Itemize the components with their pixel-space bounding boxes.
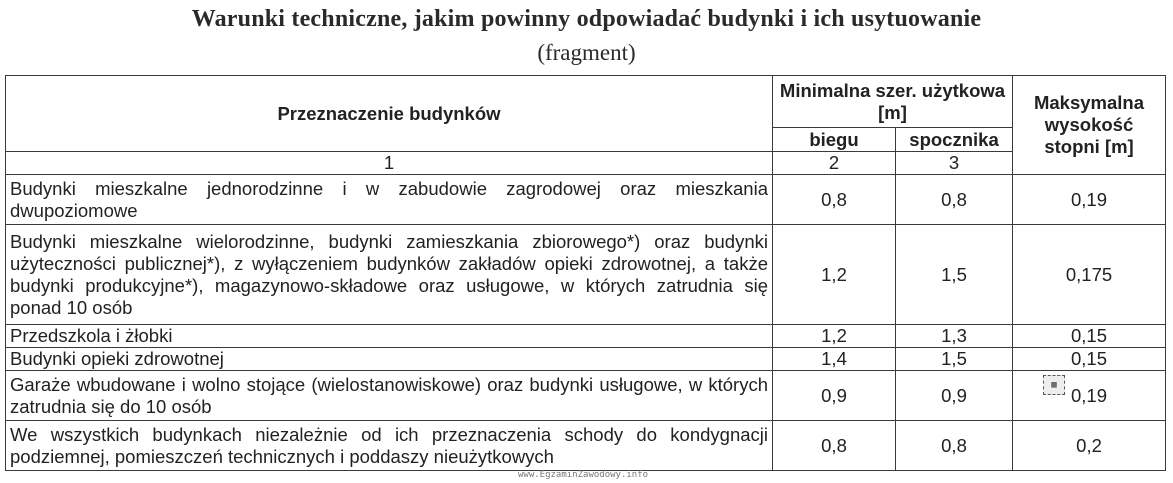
row-flight-width: 1,2 [773, 225, 896, 325]
row-purpose: Budynki mieszkalne wielorodzinne, budynki zamieszkania zbiorowego*) oraz budynki użyteczności publicznej*), z wyłączeniem budynków zakładów opieki zdrowotnej, a także budynki produkcyjne*), magazynowo-składowe oraz usługowe, w których zatrudnia się ponad 10 osób [6, 225, 773, 325]
row-step-height: 0,15 [1013, 325, 1166, 348]
row-landing-width: 0,8 [896, 175, 1013, 225]
scan-artifact-icon: ▦ [1043, 375, 1065, 395]
column-number: 1 [6, 152, 773, 175]
column-number-row [6, 152, 1166, 175]
row-flight-width: 1,4 [773, 348, 896, 371]
row-step-height: 0,19 [1013, 175, 1166, 225]
row-flight-width: 1,2 [773, 325, 896, 348]
row-purpose: Przedszkola i żłobki [6, 325, 773, 348]
header-row [6, 76, 1166, 128]
row-purpose: We wszystkich budynkach niezależnie od ich przeznaczenia schody do kondygnacji podziemnej, pomieszczeń technicznych i poddaszy nieużytkowych [6, 421, 773, 471]
row-landing-width: 1,5 [896, 225, 1013, 325]
row-flight-width: 0,8 [773, 175, 896, 225]
table-row [6, 348, 1166, 371]
row-step-height: 0,15 [1013, 348, 1166, 371]
row-step-height: 0,2 [1013, 421, 1166, 471]
document-subtitle: (fragment) [537, 40, 636, 65]
row-purpose: Garaże wbudowane i wolno stojące (wielostanowiskowe) oraz budynki usługowe, w których zatrudnia się do 10 osób [6, 371, 773, 421]
header-landing: spocznika [896, 128, 1013, 152]
row-landing-width: 1,5 [896, 348, 1013, 371]
row-landing-width: 0,9 [896, 371, 1013, 421]
table-row [6, 325, 1166, 348]
table-row [6, 175, 1166, 225]
header-max-height: Maksymalna wysokość stopni [m] [1013, 76, 1166, 175]
header-min-width: Minimalna szer. użytkowa [m] [773, 76, 1013, 128]
header-flight: biegu [773, 128, 896, 152]
row-landing-width: 1,3 [896, 325, 1013, 348]
column-number: 3 [896, 152, 1013, 175]
row-purpose: Budynki opieki zdrowotnej [6, 348, 773, 371]
document-title: Warunki techniczne, jakim powinny odpowiadać budynki i ich usytuowanie [191, 6, 982, 32]
row-flight-width: 0,9 [773, 371, 896, 421]
row-landing-width: 0,8 [896, 421, 1013, 471]
table-row [6, 225, 1166, 325]
row-step-height: 0,19 [1013, 371, 1166, 421]
row-flight-width: 0,8 [773, 421, 896, 471]
stairs-requirements-table [5, 75, 1166, 471]
table-row [6, 371, 1166, 421]
table-row [6, 421, 1166, 471]
watermark: www.EgzaminZawodowy.info [518, 470, 649, 480]
row-purpose: Budynki mieszkalne jednorodzinne i w zabudowie zagrodowej oraz mieszkania dwupoziomowe [6, 175, 773, 225]
row-step-height: 0,175 [1013, 225, 1166, 325]
column-number: 2 [773, 152, 896, 175]
header-purpose: Przeznaczenie budynków [6, 76, 773, 152]
